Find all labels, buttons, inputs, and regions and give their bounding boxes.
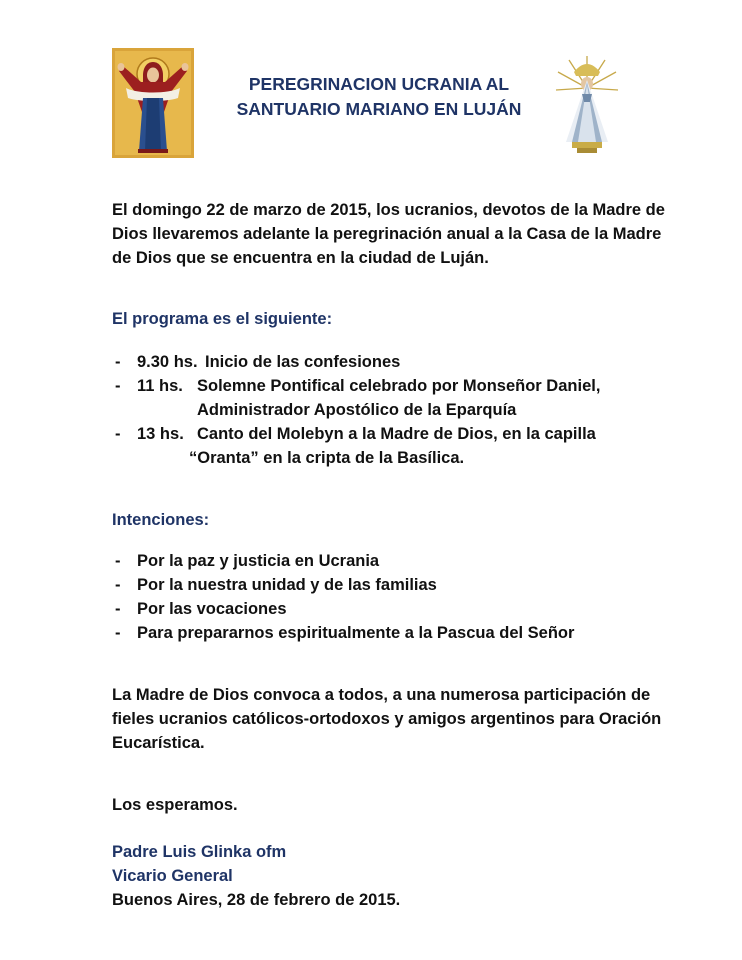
signature-place-date: Buenos Aires, 28 de febrero de 2015. [112,891,401,909]
list-dash: - [115,425,121,443]
program-time: 11 hs. [137,377,183,395]
signature-block [112,840,682,912]
closing-line: fieles ucranios católicos-ortodoxos y amigos argentinos para Oración [112,710,662,728]
intention-item [112,597,682,621]
program-time: 9.30 hs. [137,353,198,371]
intro-line: Dios llevaremos adelante la peregrinación anual a la Casa de la Madre [112,225,662,243]
program-text: Administrador Apostólico de la Eparquía [197,401,517,419]
intentions-list [112,549,682,645]
closing-line: Eucarística. [112,734,205,752]
intro-paragraph [112,198,682,270]
list-dash: - [115,576,121,594]
intention-item [112,573,682,597]
closing-line: La Madre de Dios convoca a todos, a una numerosa participación de [112,686,651,704]
program-item [112,374,682,398]
intention-text: Por las vocaciones [137,600,287,618]
intention-text: Por la paz y justicia en Ucrania [137,552,380,570]
program-list [112,350,682,470]
program-text: Canto del Molebyn a la Madre de Dios, en la capilla [197,425,596,443]
farewell-text: Los esperamos. [112,796,238,814]
program-heading: El programa es el siguiente: [112,310,333,328]
program-item-continuation [112,398,682,422]
virgin-of-lujan-icon [552,50,622,157]
intentions-heading: Intenciones: [112,511,210,529]
program-time: 13 hs. [137,425,184,443]
program-text: Solemne Pontifical celebrado por Monseñor Daniel, [197,377,601,395]
program-text: Inicio de las confesiones [205,353,401,371]
intro-line: El domingo 22 de marzo de 2015, los ucranios, devotos de la Madre de [112,201,665,219]
program-item-continuation [112,446,682,470]
intention-item [112,621,682,645]
title-line: SANTUARIO MARIANO EN LUJÁN [236,99,522,119]
closing-paragraph [112,683,682,755]
signature-role: Vicario General [112,867,233,885]
list-dash: - [115,624,121,642]
program-item [112,422,682,446]
program-text: “Oranta” en la cripta de la Basílica. [189,449,465,467]
list-dash: - [115,353,121,371]
intention-item [112,549,682,573]
list-dash: - [115,377,121,395]
document-title [200,72,558,122]
program-item [112,350,682,374]
intro-line: de Dios que se encuentra en la ciudad de Luján. [112,249,489,267]
signature-name: Padre Luis Glinka ofm [112,843,287,861]
intention-text: Por la nuestra unidad y de las familias [137,576,437,594]
title-line: PEREGRINACION UCRANIA AL [248,74,510,94]
intention-text: Para prepararnos espiritualmente a la Pascua del Señor [137,624,575,642]
list-dash: - [115,552,121,570]
list-dash: - [115,600,121,618]
oranta-icon [112,48,194,158]
